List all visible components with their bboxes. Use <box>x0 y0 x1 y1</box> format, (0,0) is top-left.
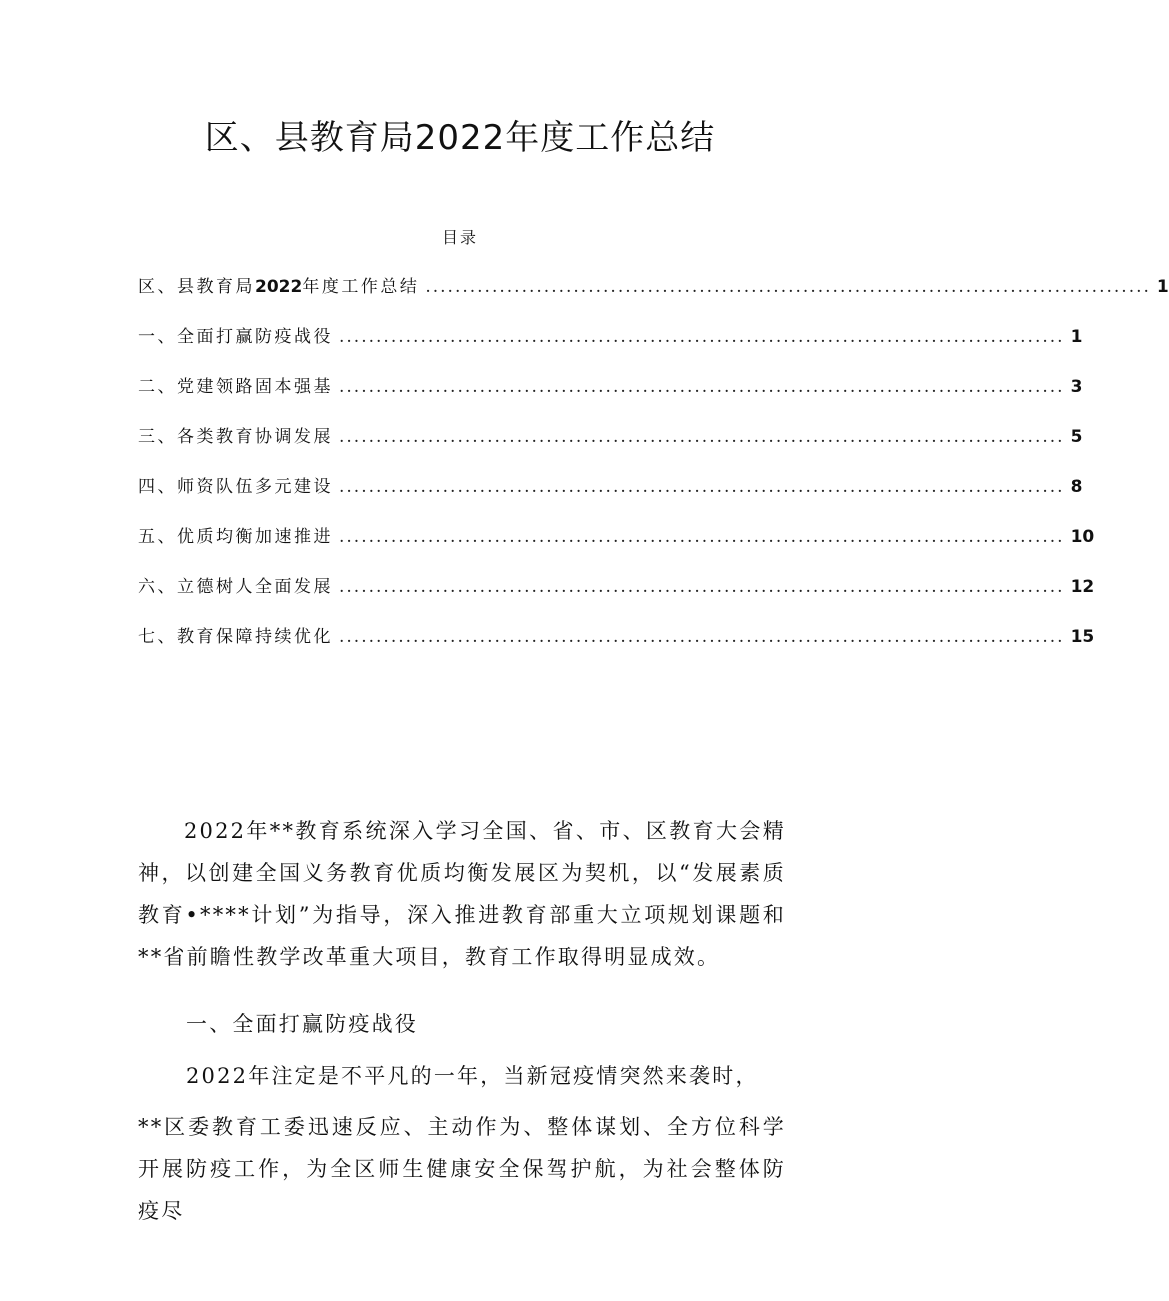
toc-entry[interactable] <box>138 272 1169 322</box>
toc-page-number: 5 <box>1070 427 1083 447</box>
toc-leader-dots: .................................................................................................. <box>339 327 1065 347</box>
toc-entry-label: 一、全面打赢防疫战役 <box>138 327 333 347</box>
toc-heading: 目录 <box>441 228 478 247</box>
section-paragraph-first-line: 2022年注定是不平凡的一年，当新冠疫情突然来袭时， <box>186 1064 759 1088</box>
intro-paragraph: 2022年**教育系统深入学习全国、省、市、区教育大会精神，以创建全国义务教育优质均衡发展区为契机，以“发展素质教育•****计划”为指导，深入推进教育部重大立项规划课题和**省前瞻性教学改革重大项目，教育工作取得明显成效。 <box>138 819 786 969</box>
toc-entry-label-prefix: 区、县教育局 <box>138 277 255 297</box>
toc-leader-dots: .................................................................................................. <box>425 277 1151 297</box>
toc-entry[interactable] <box>138 322 1083 372</box>
toc-page-number: 15 <box>1070 627 1095 647</box>
toc-leader-dots: .................................................................................................. <box>339 377 1065 397</box>
toc-leader-dots: .................................................................................................. <box>339 427 1065 447</box>
toc-entry-label: 五、优质均衡加速推进 <box>138 527 333 547</box>
toc-entry-label: 六、立德树人全面发展 <box>138 577 333 597</box>
toc-entry-label-year: 2022 <box>255 277 303 297</box>
toc-entry-label: 四、师资队伍多元建设 <box>138 477 333 497</box>
section-paragraph: **区委教育工委迅速反应、主动作为、整体谋划、全方位科学开展防疫工作，为全区师生健康安全保驾护航，为社会整体防疫尽 <box>138 1115 786 1223</box>
section-heading: 一、全面打赢防疫战役 <box>186 1012 418 1036</box>
toc-leader-dots: .................................................................................................. <box>339 527 1065 547</box>
toc-entry[interactable] <box>138 622 1095 672</box>
toc-page-number: 8 <box>1070 477 1083 497</box>
toc-page-number: 10 <box>1070 527 1095 547</box>
toc-leader-dots: .................................................................................................. <box>339 477 1065 497</box>
toc-leader-dots: .................................................................................................. <box>339 627 1065 647</box>
toc-entry-label: 二、党建领路固本强基 <box>138 377 333 397</box>
toc-entry[interactable] <box>138 422 1083 472</box>
toc-page-number: 1 <box>1156 277 1169 297</box>
toc-page-number: 3 <box>1070 377 1083 397</box>
table-of-contents <box>138 272 1169 672</box>
toc-entry-label: 七、教育保障持续优化 <box>138 627 333 647</box>
toc-entry[interactable] <box>138 522 1095 572</box>
toc-entry[interactable] <box>138 572 1095 622</box>
document-title: 区、县教育局2022年度工作总结 <box>204 118 716 158</box>
toc-entry-label-suffix: 年度工作总结 <box>302 277 420 297</box>
toc-entry[interactable] <box>138 372 1083 422</box>
toc-entry-label <box>138 272 419 302</box>
toc-leader-dots: .................................................................................................. <box>339 577 1065 597</box>
toc-page-number: 1 <box>1070 327 1083 347</box>
toc-page-number: 12 <box>1070 577 1095 597</box>
toc-entry-label: 三、各类教育协调发展 <box>138 427 333 447</box>
toc-entry[interactable] <box>138 472 1083 522</box>
